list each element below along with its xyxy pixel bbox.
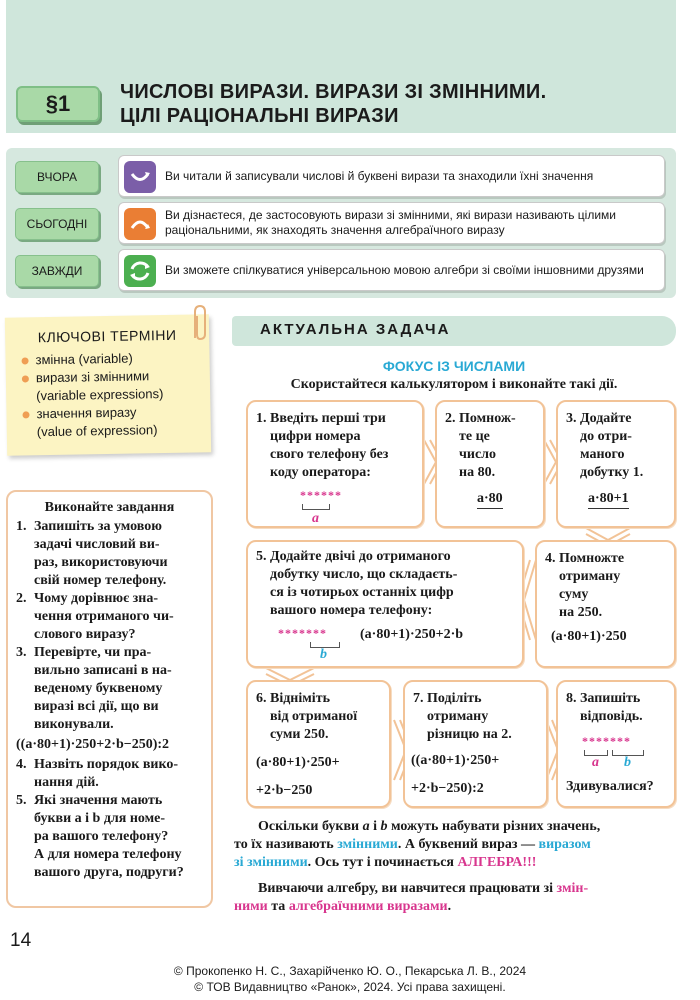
row-today	[118, 202, 665, 244]
bullet-icon	[22, 375, 29, 382]
task-item: 1. Запишіть за умовою задачі числовий ви- раз, використовуючи свій номер телефону.	[16, 519, 168, 588]
row-always	[118, 249, 665, 291]
paragraph-badge: §1	[16, 86, 100, 122]
step-5: 5. Додайте двічі до отриманого добутку число, що складаєть- ся із чотирьох останніх цифр вашого номера телефону: ******* b (a·80+1)·250+2·b	[246, 540, 524, 668]
instruction-text: Скористайтеся калькулятором і виконайте такі дії.	[290, 377, 618, 392]
term-item: змінна (variable)	[21, 348, 209, 369]
tag-always: ЗАВЖДИ	[15, 255, 99, 287]
section-heading: АКТУАЛЬНА ЗАДАЧА	[232, 316, 676, 346]
step-6: 6. Відніміть від отриманої суми 250. (a·80+1)·250+ +2·b−250	[246, 680, 391, 808]
term-item: значення виразу (value of expression)	[22, 402, 211, 441]
step-8: 8. Запишіть відповідь. ******* a b Здивувалися?	[556, 680, 676, 808]
step-2: 2. Помнож- те це число на 80. a·80	[435, 400, 545, 528]
task-item: 4. Назвіть порядок вико- нання дій.	[16, 757, 178, 790]
tasks-list	[16, 518, 203, 734]
task-item: 3. Перевірте, чи пра- вильно записані в на- веденому буквеному виразі всі дії, що ви виконували.	[16, 645, 172, 732]
task-item: 5. Які значення мають букви a і b для номе- ра вашого телефону? А для номера телефону вашого друга, подруги?	[16, 793, 184, 880]
bullet-icon	[22, 411, 29, 418]
page-title	[120, 80, 546, 128]
step-1: 1. Введіть перші три цифри номера свого телефону без коду оператора: ****** a	[246, 400, 424, 528]
row-yesterday	[118, 155, 665, 197]
key-terms-list	[21, 348, 211, 441]
tasks-title: Виконайте завдання	[44, 500, 175, 515]
copyright-line-1: © Прокопенко Н. С., Захарійченко Ю. О., Пекарська Л. В., 2024	[173, 964, 527, 978]
curve-down-icon	[124, 161, 156, 193]
title-line-1: ЧИСЛОВІ ВИРАЗИ. ВИРАЗИ ЗІ ЗМІННИМИ.	[120, 81, 547, 103]
tag-yesterday: ВЧОРА	[15, 161, 99, 193]
paperclip-icon	[190, 304, 208, 342]
step-4: 4. Помножте отриману суму на 250. (a·80+1)·250	[535, 540, 676, 668]
row-yesterday-text: Ви читали й записували числові й буквені вирази та знаходили їхні значення	[165, 168, 594, 183]
key-terms-note	[5, 314, 211, 456]
tag-today: СЬОГОДНІ	[15, 208, 99, 240]
page-number: 14	[10, 930, 32, 951]
task-item: 2. Чому дорівнює зна- чення отриманого чи- слового виразу?	[16, 591, 174, 642]
curve-up-icon	[124, 208, 156, 240]
cycle-icon	[124, 255, 156, 287]
focus-title: ФОКУС ІЗ ЧИСЛАМИ	[382, 358, 526, 374]
term-item: вирази зі змінними (variable expressions)	[22, 366, 211, 405]
step-3: 3. Додайте до отри- маного добутку 1. a·80+1	[556, 400, 676, 528]
key-terms-title: КЛЮЧОВІ ТЕРМІНИ	[37, 326, 177, 346]
step-7: 7. Поділіть отриману різницю на 2. ((a·80+1)·250+ +2·b−250):2	[403, 680, 548, 808]
tasks-formula: ((a·80+1)·250+2·b−250):2	[16, 737, 170, 752]
row-always-text: Ви зможете спілкуватися універсальною мовою алгебри зі своїми іншовними друзями	[165, 262, 644, 277]
tasks-box	[6, 490, 213, 908]
row-today-text: Ви дізнаєтеся, де застосовують вирази зі змінними, які вирази називають цілими раціональними, як знаходять значення алгебраїчного виразу	[165, 208, 617, 237]
title-line-2: ЦІЛІ РАЦІОНАЛЬНІ ВИРАЗИ	[120, 105, 399, 127]
bottom-paragraph: Оскільки букви a і b можуть набувати різних значень, то їх називають змінними. А буквений вираз — виразом зі змінними. Ось тут і починається АЛГЕБРА!!! Вивчаючи алгебру, ви навчитеся працювати зі змін- ними та алгебраїчними виразами.	[234, 819, 601, 914]
bullet-icon	[22, 357, 29, 364]
copyright-line-2: © ТОВ Видавництво «Ранок», 2024. Усі права захищені.	[194, 980, 506, 994]
